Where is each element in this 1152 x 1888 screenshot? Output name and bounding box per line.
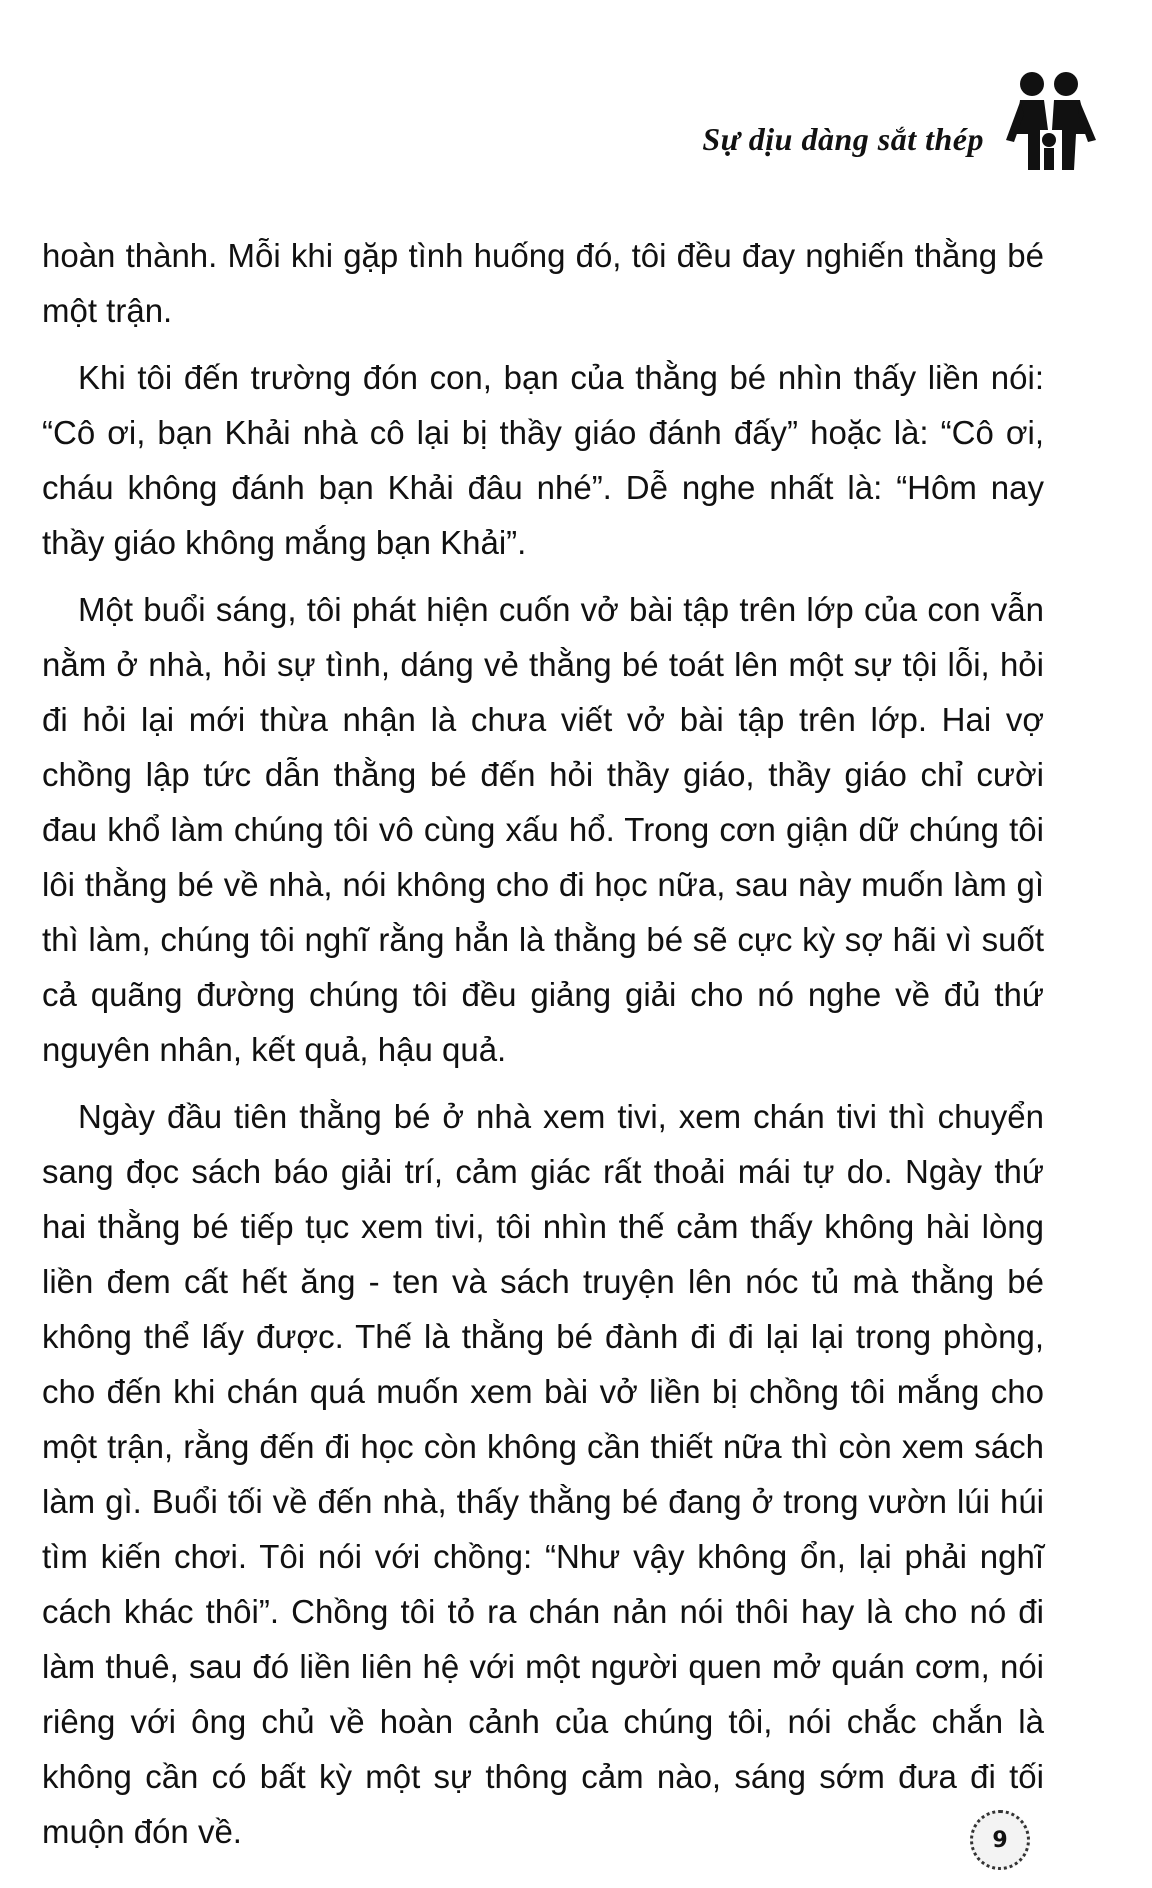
family-figures-icon: [1002, 70, 1100, 174]
paragraph: hoàn thành. Mỗi khi gặp tình huống đó, tôi đều đay nghiến thằng bé một trận.: [42, 237, 1044, 329]
body-text: [42, 228, 1044, 1871]
book-title: Sự dịu dàng sắt thép: [702, 121, 984, 157]
paragraph: Ngày đầu tiên thằng bé ở nhà xem tivi, xem chán tivi thì chuyển sang đọc sách báo giải trí, cảm giác rất thoải mái tự do. Ngày thứ hai thằng bé tiếp tục xem tivi, tôi nhìn thế cảm thấy không hài lòng liền đem cất hết ăng - ten và sách truyện lên nóc tủ mà thằng bé không thể lấy được. Thế là thằng bé đành đi đi lại lại trong phòng, cho đến khi chán quá muốn xem bài vở liền bị chồng tôi mắng cho một trận, rằng đến đi học còn không cần thiết nữa thì còn xem sách làm gì. Buổi tối về đến nhà, thấy thằng bé đang ở trong vườn lúi húi tìm kiến chơi. Tôi nói với chồng: “Như vậy không ổn, lại phải nghĩ cách khác thôi”. Chồng tôi tỏ ra chán nản nói thôi hay là cho nó đi làm thuê, sau đó liền liên hệ với một người quen mở quán cơm, nói riêng với ông chủ về hoàn cảnh của chúng tôi, nói chắc chắn là không cần có bất kỳ một sự thông cảm nào, sáng sớm đưa đi tối muộn đón về.: [42, 1098, 1044, 1850]
paragraph: Một buổi sáng, tôi phát hiện cuốn vở bài tập trên lớp của con vẫn nằm ở nhà, hỏi sự tình, dáng vẻ thằng bé toát lên một sự tội lỗi, hỏi đi hỏi lại mới thừa nhận là chưa viết vở bài tập trên lớp. Hai vợ chồng lập tức dẫn thằng bé đến hỏi thầy giáo, thầy giáo chỉ cười đau khổ làm chúng tôi vô cùng xấu hổ. Trong cơn giận dữ chúng tôi lôi thằng bé về nhà, nói không cho đi học nữa, sau này muốn làm gì thì làm, chúng tôi nghĩ rằng hẳn là thằng bé sẽ cực kỳ sợ hãi vì suốt cả quãng đường chúng tôi đều giảng giải cho nó nghe về đủ thứ nguyên nhân, kết quả, hậu quả.: [42, 591, 1044, 1068]
paragraph: Khi tôi đến trường đón con, bạn của thằng bé nhìn thấy liền nói: “Cô ơi, bạn Khải nhà cô lại bị thầy giáo đánh đấy” hoặc là: “Cô ơi, cháu không đánh bạn Khải đâu nhé”. Dễ nghe nhất là: “Hôm nay thầy giáo không mắng bạn Khải”.: [42, 359, 1044, 561]
page-number: 9: [970, 1810, 1030, 1870]
running-header: [702, 70, 1100, 174]
